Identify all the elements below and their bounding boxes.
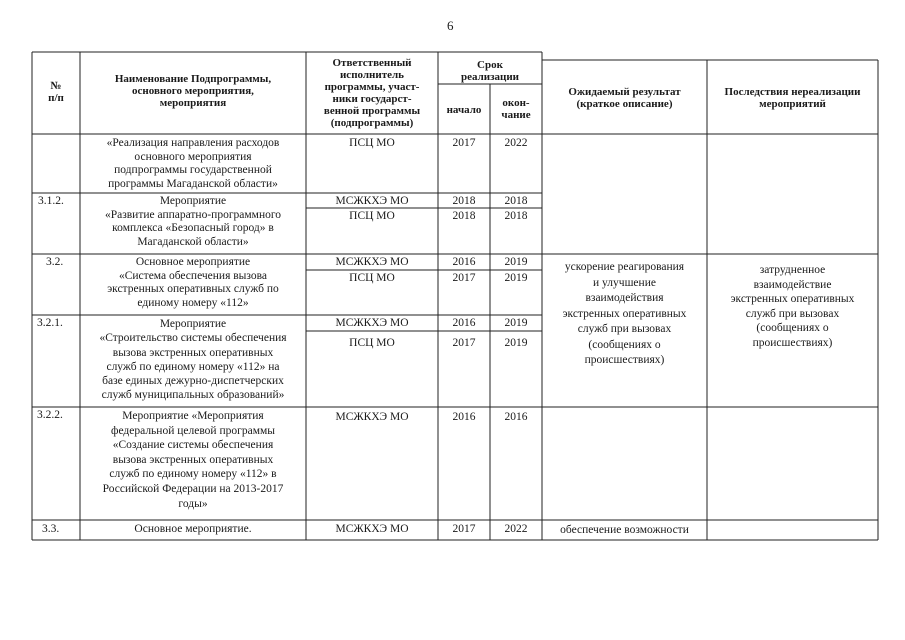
row-consequences: затрудненное взаимодействие экстренных оперативных служб при вызовах (сообщениях о происшествиях)	[730, 264, 855, 349]
row-executor: МСЖКХЭ МО	[335, 256, 409, 268]
row-executor: ПСЦ МО	[349, 272, 395, 284]
row-start-year: 2017	[452, 337, 476, 349]
row-name: «Реализация направления расходов основного мероприятия подпрограммы государственной программы Магаданской области»	[106, 137, 280, 190]
header-start: начало	[446, 104, 482, 116]
row-start-year: 2017	[452, 523, 476, 535]
row-code: 3.1.2.	[38, 195, 64, 207]
row-name: Основное мероприятие.	[134, 523, 252, 535]
row-start-year: 2016	[452, 411, 476, 423]
row-start-year: 2017	[452, 137, 476, 149]
page-number: 6	[447, 18, 454, 33]
header-name: Наименование Подпрограммы, основного мероприятия, мероприятия	[114, 73, 272, 109]
row-start-year: 2016	[452, 256, 476, 268]
row-end-year: 2019	[504, 317, 528, 329]
row-end-year: 2022	[504, 523, 528, 535]
row-start-year: 2018	[452, 210, 476, 222]
header-consequences: Последствия нереализации мероприятий	[724, 86, 861, 110]
row-end-year: 2019	[504, 256, 528, 268]
row-expected-result: ускорение реагирования и улучшение взаимодействия экстренных оперативных служб при вызовах (сообщениях о происшествиях)	[562, 261, 687, 366]
row-end-year: 2022	[504, 137, 528, 149]
row-code: 3.2.1.	[37, 317, 63, 329]
header-responsible: Ответственный исполнитель программы, участ- ники государст- венной программы (подпрограммы)	[323, 57, 421, 129]
row-name: Мероприятие «Строительство системы обеспечения вызова экстренных оперативных служб по единому номеру «112» на базе единых дежурно-диспетчерских служб муниципальных образований»	[99, 318, 287, 402]
row-start-year: 2017	[452, 272, 476, 284]
header-end: окон- чание	[501, 97, 531, 121]
row-end-year: 2019	[504, 272, 528, 284]
row-executor: МСЖКХЭ МО	[335, 411, 409, 423]
row-executor: МСЖКХЭ МО	[335, 195, 409, 207]
row-end-year: 2016	[504, 411, 528, 423]
row-name: Основное мероприятие «Система обеспечения вызова экстренных оперативных служб по единому номеру «112»	[107, 256, 279, 309]
row-code: 3.2.	[46, 256, 64, 268]
row-end-year: 2018	[504, 210, 528, 222]
row-name: Мероприятие «Развитие аппаратно-программного комплекса «Безопасный город» в Магаданской области»	[104, 195, 282, 248]
row-code: 3.2.2.	[37, 409, 63, 421]
row-code: 3.3.	[42, 523, 60, 535]
row-executor: ПСЦ МО	[349, 210, 395, 222]
row-end-year: 2019	[504, 337, 528, 349]
row-executor: ПСЦ МО	[349, 337, 395, 349]
row-start-year: 2018	[452, 195, 476, 207]
row-expected-result: обеспечение возможности	[560, 524, 689, 536]
header-result: Ожидаемый результат (краткое описание)	[568, 86, 681, 110]
row-executor: ПСЦ МО	[349, 137, 395, 149]
row-name: Мероприятие «Мероприятия федеральной целевой программы «Создание системы обеспечения вызова экстренных оперативных служб по единому номеру «112» в Российской Федерации на 2013-2017 годы»	[102, 410, 284, 510]
header-num: № п/п	[48, 80, 64, 104]
header-term: Срок реализации	[460, 59, 520, 83]
row-end-year: 2018	[504, 195, 528, 207]
row-executor: МСЖКХЭ МО	[335, 317, 409, 329]
row-executor: МСЖКХЭ МО	[335, 523, 409, 535]
row-start-year: 2016	[452, 317, 476, 329]
